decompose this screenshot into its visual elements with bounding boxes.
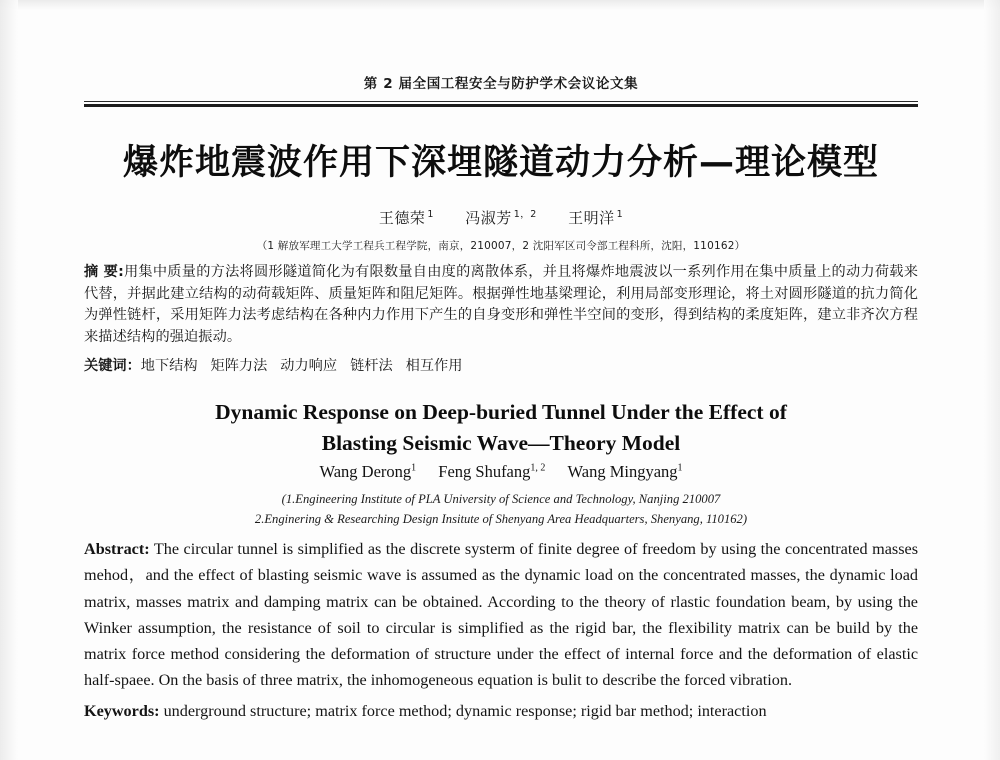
scan-edge-right	[984, 0, 1000, 760]
author-english-2	[438, 462, 545, 481]
author-name: 王德荣	[378, 209, 426, 228]
keywords-english	[84, 698, 918, 724]
author-affil-marker: 1	[427, 209, 434, 221]
affiliation-english	[84, 489, 918, 529]
author-affil-marker: 1	[616, 209, 624, 221]
abstract-body-english: The circular tunnel is simplified as the discrete systerm of finite degree of freedom by using the concentrated masses mehod，and the effect of blasting seismic wave is assumed as the dynamic load on the concentrated masses, the dynamic load matrix, masses matrix and damping matrix can be obtained. According to the theory of rlastic foundation beam, by using the Winker assumption, the resistance of soil to circular is simplified as the rigid bar, the flexibility matrix can be build by the matrix force method considering the deformation of structure under the effect of internal force and the deformation of elastic half-spaee. On the basis of three matrix, the inhomogeneous equation is bulit to describe the forced vibration.	[84, 540, 918, 690]
keyword-chinese-5: 相互作用	[405, 357, 463, 374]
author-chinese-2	[465, 209, 537, 227]
abstract-body-chinese: 用集中质量的方法将圆形隧道简化为有限数量自由度的离散体系，并且将爆炸地震波以一系列作用在集中质量上的动力荷载来代替，并据此建立结构的动荷载矩阵、质量矩阵和阻尼矩阵。根据弹性地基梁理论，利用局部变形理论，将土对圆形隧道的抗力简化为弹性链杆，采用矩阵力法考虑结构在各种内力作用下产生的自身变形和弹性半空间的变形，得到结构的柔度矩阵，建立非齐次方程来描述结构的强迫振动。	[84, 264, 918, 345]
affiliation-chinese: （1 解放军理工大学工程兵工程学院，南京，210007，2 沈阳军区司令部工程科所，沈阳，110162）	[256, 240, 746, 253]
abstract-label-chinese: 摘 要:	[84, 264, 124, 281]
author-name: Feng Shufang	[438, 461, 531, 481]
page-title-chinese: 爆炸地震波作用下深埋隧道动力分析—理论模型	[122, 142, 879, 183]
keyword-chinese-1: 地下结构	[140, 357, 198, 374]
author-affil-marker: 1	[411, 462, 417, 474]
author-list-english	[84, 462, 918, 482]
page-content	[84, 0, 918, 724]
author-name: Wang Mingyang	[567, 461, 678, 481]
author-affil-marker: 1, 2	[530, 462, 546, 474]
author-name: Wang Derong	[319, 461, 412, 481]
author-english-1	[319, 462, 416, 481]
keyword-chinese-2: 矩阵力法	[210, 357, 268, 374]
author-list-chinese	[84, 206, 918, 228]
author-affil-marker: 1	[677, 462, 683, 474]
scan-edge-left	[0, 0, 18, 760]
author-english-3	[568, 462, 683, 481]
keywords-chinese	[84, 355, 918, 375]
abstract-english	[84, 536, 918, 693]
header-rule-thin	[84, 101, 918, 102]
keywords-label-chinese: 关键词：	[84, 357, 141, 374]
running-header: 第 2 届全国工程安全与防护学术会议论文集	[363, 76, 639, 92]
english-title-line-2: Blasting Seismic Wave—Theory Model	[321, 430, 681, 455]
keyword-chinese-3: 动力响应	[280, 357, 338, 374]
page-title-english	[84, 397, 918, 459]
author-name: 冯淑芳	[465, 209, 512, 228]
author-chinese-3	[568, 209, 623, 227]
author-name: 王明洋	[568, 209, 615, 228]
abstract-label-english: Abstract:	[84, 540, 150, 559]
affiliation-english-line-1: (1.Engineering Institute of PLA University of Science and Technology, Nanjing 210007	[281, 491, 721, 506]
abstract-chinese	[84, 262, 918, 348]
author-chinese-1	[379, 209, 434, 227]
keyword-chinese-4: 链杆法	[350, 357, 393, 374]
author-affil-marker: 1，2	[513, 209, 537, 221]
english-title-line-1: Dynamic Response on Deep-buried Tunnel Under the Effect of	[215, 399, 787, 424]
keywords-body-english: underground structure; matrix force method; dynamic response; rigid bar method; interaction	[159, 701, 767, 720]
affiliation-english-line-2: 2.Enginering & Researching Design Insitute of Shenyang Area Headquarters, Shenyang, 110162)	[254, 511, 748, 526]
keywords-label-english: Keywords:	[84, 701, 160, 720]
header-rule-thick	[84, 104, 918, 107]
